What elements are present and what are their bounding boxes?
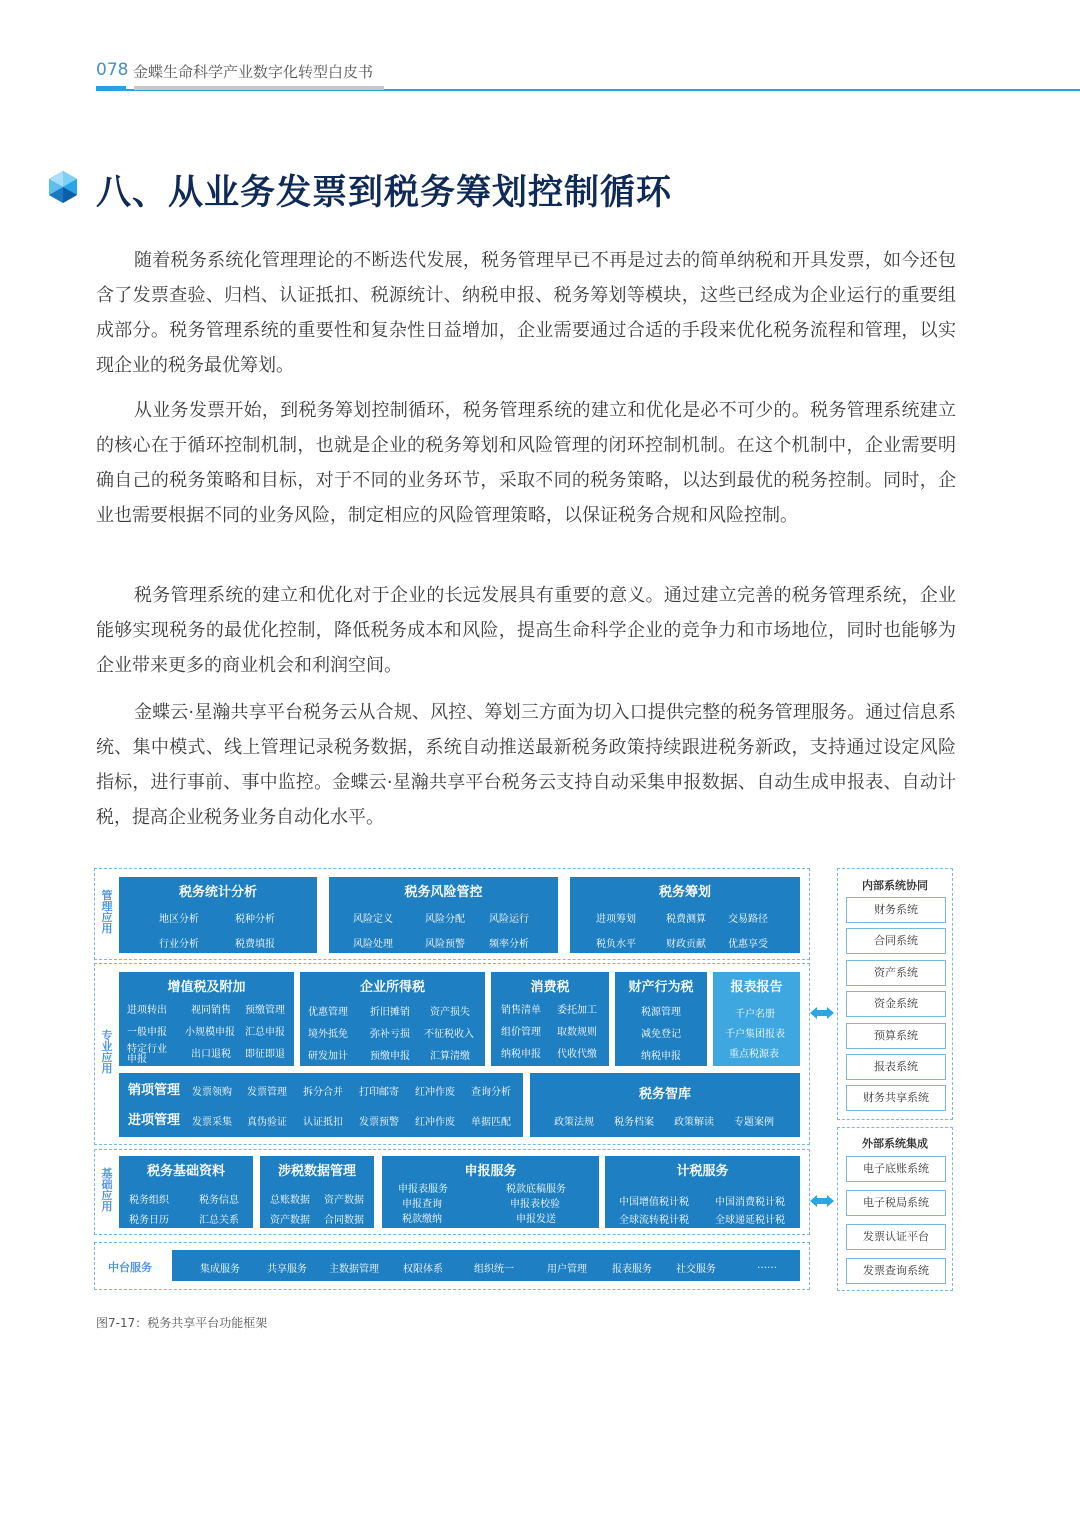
pro-label: 专业应用	[101, 1029, 113, 1075]
block-property-behavior-tax: 财产行为税 税源管理 减免登记 纳税申报	[615, 972, 707, 1066]
block-tax-data-management: 涉税数据管理 总账数据 资产数据 资产数据 合同数据	[260, 1156, 374, 1228]
paragraph-4: 金蝶云·星瀚共享平台税务云从合规、风控、筹划三方面为切入口提供完整的税务管理服务。通过信息系统、集中模式、线上管理记录税务数据，系统自动推送最新税务政策持续跟进税务新政，支持通过设定风险指标，进行事前、事中监控。金蝶云·星瀚共享平台税务云支持自动采集申报数据、自动生成申报表、自动计税，提高企业税务业务自动化水平。	[96, 702, 956, 828]
block-tax-think-tank: 税务智库 政策法规 税务档案 政策解读 专题案例	[530, 1073, 800, 1137]
block-tax-calculation: 计税服务 中国增值税计税 中国消费税计税 全球流转税计税 全球递延税计税	[605, 1156, 800, 1228]
header-accent-bar	[96, 86, 126, 90]
hexagon-cube-icon	[46, 170, 80, 204]
block-reports: 报表报告 千户名册 千户集团报表 重点税源表	[713, 972, 800, 1066]
header-gray-bar	[134, 86, 384, 90]
paragraph-3: 税务管理系统的建立和优化对于企业的长远发展具有重要的意义。通过建立完善的税务管理系统，企业能够实现税务的最优化控制，降低税务成本和风险，提高生命科学企业的竞争力和市场地位，同时也能够为企业带来更多的商业机会和利润空间。	[96, 585, 956, 676]
mid-label: 中台服务	[108, 1261, 152, 1274]
mgmt-label: 管理应用	[101, 889, 113, 935]
paragraph-1: 随着税务系统化管理理论的不断迭代发展，税务管理早已不再是过去的简单纳税和开具发票，如今还包含了发票查验、归档、认证抵扣、税源统计、纳税申报、税务筹划等模块，这些已经成为企业运行的重要组成部分。税务管理系统的重要性和复杂性日益增加，企业需要通过合适的手段来优化税务流程和管理，以实现企业的税务最优筹划。	[96, 250, 956, 376]
system-e-ledger: 电子底账系统	[846, 1156, 946, 1182]
block-filing-service: 申报服务 申报表服务 税款底稿服务 申报查询 申报表校验 税款缴纳 申报发送	[382, 1156, 599, 1228]
page-number: 078	[96, 60, 129, 80]
block-corporate-income-tax: 企业所得税 优惠管理 折旧摊销 资产损失 境外抵免 弥补亏损 不征税收入 研发加计 预缴申报 汇算清缴	[300, 972, 485, 1066]
base-label: 基础应用	[101, 1167, 113, 1213]
book-title: 金蝶生命科学产业数字化转型白皮书	[133, 63, 374, 81]
block-tax-statistics: 税务统计分析 地区分析 税种分析 行业分析 税费填报	[119, 877, 317, 953]
figure-caption: 图7-17：税务共享平台功能框架	[96, 1316, 268, 1330]
block-tax-planning: 税务筹划 进项筹划 税费测算 交易路径 税负水平 财政贡献 优惠享受	[570, 877, 800, 953]
block-mid-services: 集成服务 共享服务 主数据管理 权限体系 组织统一 用户管理 报表服务 社交服务 ……	[172, 1250, 800, 1281]
tax-platform-diagram	[94, 868, 954, 1293]
block-tax-master-data: 税务基础资料 税务组织 税务信息 税务日历 汇总关系	[119, 1156, 253, 1228]
system-report: 报表系统	[846, 1054, 946, 1080]
block-consumption-tax: 消费税 销售清单 委托加工 组价管理 取数规则 纳税申报 代收代缴	[491, 972, 609, 1066]
external-systems-panel: 外部系统集成 电子底账系统 电子税局系统 发票认证平台 发票查询系统	[837, 1127, 953, 1291]
double-arrow-icon	[810, 1006, 834, 1020]
block-vat: 增值税及附加 进项转出 视同销售 预缴管理 一般申报 小规模申报 汇总申报 特定行业申报 出口退税 即征即退	[119, 972, 294, 1066]
system-finance: 财务系统	[846, 897, 946, 923]
paragraph-2: 从业务发票开始，到税务筹划控制循环，税务管理系统的建立和优化是必不可少的。税务管理系统建立的核心在于循环控制机制，也就是企业的税务筹划和风险管理的闭环控制机制。在这个机制中，企业需要明确自己的税务策略和目标，对于不同的业务环节，采取不同的税务策略，以达到最优的税务控制。同时，企业也需要根据不同的业务风险，制定相应的风险管理策略，以保证税务合规和风险控制。	[96, 400, 956, 526]
system-invoice-auth: 发票认证平台	[846, 1224, 946, 1250]
section-title: 八、从业务发票到税务筹划控制循环	[96, 173, 673, 213]
block-invoice-management: 销项管理 发票领购 发票管理 拆分合并 打印邮寄 红冲作废 查询分析 进项管理 发票采集 真伪验证 认证抵扣 发票预警 红冲作废 单据匹配	[119, 1073, 523, 1137]
block-tax-risk-control: 税务风险管控 风险定义 风险分配 风险运行 风险处理 风险预警 频率分析	[329, 877, 558, 953]
double-arrow-icon	[810, 1194, 834, 1208]
system-finance-shared: 财务共享系统	[846, 1085, 946, 1111]
sales-mgmt-label: 销项管理	[128, 1083, 181, 1098]
input-mgmt-label: 进项管理	[128, 1113, 181, 1128]
internal-systems-panel: 内部系统协同 财务系统 合同系统 资产系统 资金系统 预算系统 报表系统 财务共享系统	[837, 868, 953, 1120]
system-contract: 合同系统	[846, 928, 946, 954]
system-budget: 预算系统	[846, 1023, 946, 1049]
system-fund: 资金系统	[846, 991, 946, 1017]
system-asset: 资产系统	[846, 960, 946, 986]
system-invoice-query: 发票查询系统	[846, 1258, 946, 1284]
system-e-tax-bureau: 电子税局系统	[846, 1190, 946, 1216]
